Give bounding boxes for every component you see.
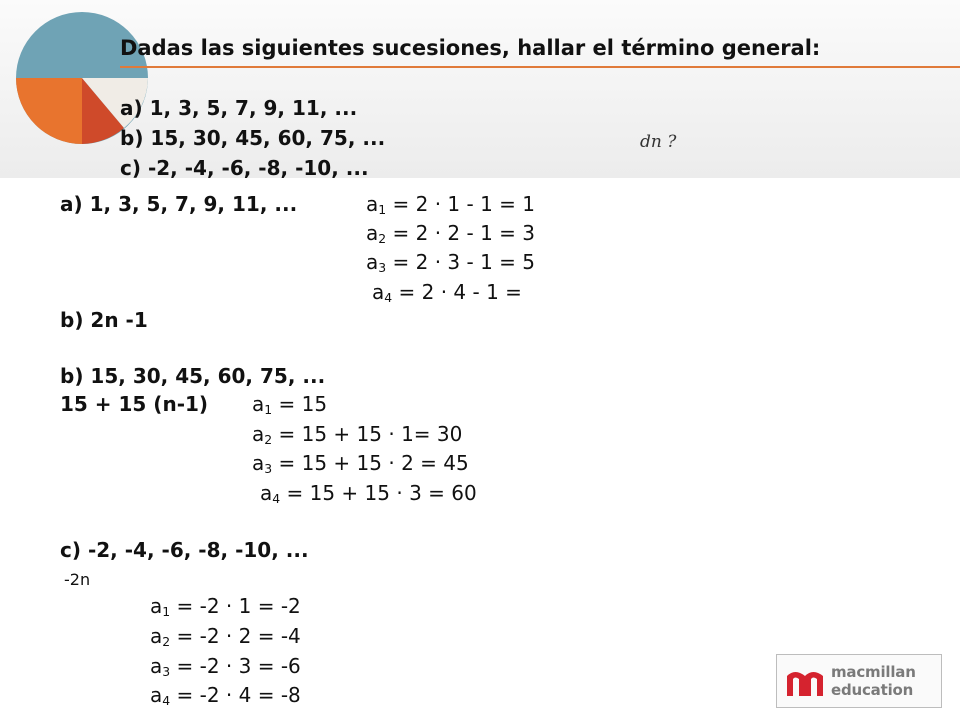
header-rule [120, 66, 960, 68]
section-c-sequence: c) -2, -4, -6, -8, -10, ... [60, 538, 309, 562]
section-b-term-3: $a_3 = 15 + 15 \cdot 2 = 45$ [252, 451, 469, 477]
section-b-term-1: $a_1 = 15$ [252, 392, 328, 418]
slide-title: Dadas las siguientes sucesiones, hallar el término general: [120, 36, 821, 60]
section-a-term-3: $a_3 = 2 \cdot 3 - 1 = 5$ [366, 250, 536, 276]
section-b-formula: 15 + 15 (n-1) [60, 392, 209, 416]
dn-note: dn ? [640, 132, 677, 152]
section-c-term-2: $a_2 = -2 \cdot 2 = -4$ [150, 624, 301, 650]
section-b-term-2: $a_2 = 15 + 15 \cdot 1= 30$ [252, 422, 463, 448]
question-b: b) 15, 30, 45, 60, 75, ... [120, 126, 386, 150]
section-c-formula: -2n [64, 570, 91, 589]
section-a-sequence: a) 1, 3, 5, 7, 9, 11, ... [60, 192, 298, 216]
section-b-term-4: $a_4 = 15 + 15 \cdot 3 = 60$ [260, 481, 477, 507]
section-c-term-4: $a_4 = -2 \cdot 4 = -8$ [150, 683, 301, 709]
section-a-answer: b) 2n -1 [60, 308, 148, 332]
brand-name-line2: education [831, 681, 914, 699]
section-c-term-3: $a_3 = -2 \cdot 3 = -6$ [150, 654, 301, 680]
section-a-term-1: $a_1 = 2 \cdot 1 - 1 = 1$ [366, 192, 536, 218]
brand-name-line1: macmillan [831, 663, 916, 681]
question-c: c) -2, -4, -6, -8, -10, ... [120, 156, 369, 180]
publisher-logo [776, 654, 942, 708]
section-a-term-2: $a_2 = 2 \cdot 2 - 1 = 3$ [366, 221, 536, 247]
macmillan-m-icon [785, 664, 825, 698]
section-a-term-4: $a_4 = 2 \cdot 4 - 1$ = [372, 280, 522, 306]
question-a: a) 1, 3, 5, 7, 9, 11, ... [120, 96, 358, 120]
section-c-term-1: $a_1 = -2 \cdot 1 = -2$ [150, 594, 301, 620]
section-b-sequence: b) 15, 30, 45, 60, 75, ... [60, 364, 326, 388]
